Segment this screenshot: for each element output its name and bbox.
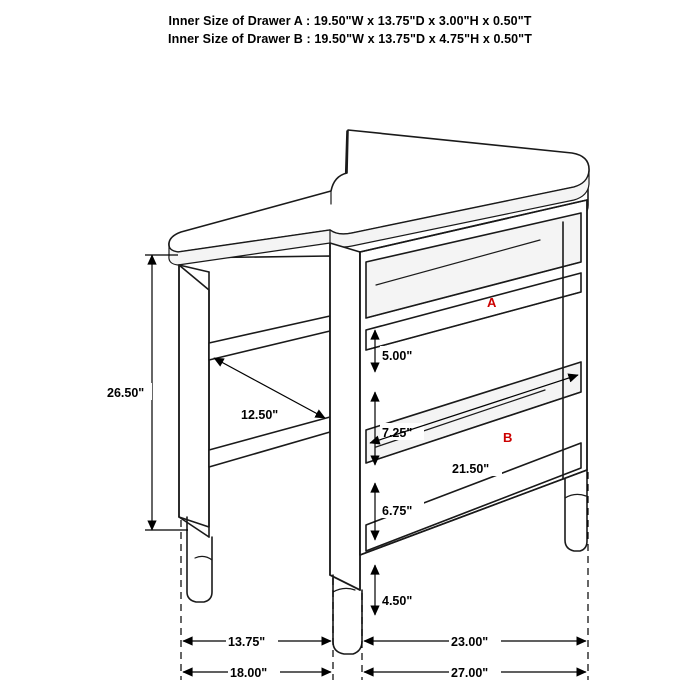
dim-middle-opening-label: 7.25" [382,426,413,440]
dim-depth-bottom-label: 18.00" [230,666,268,680]
drawer-a-note: Inner Size of Drawer A : 19.50"W x 13.75"D x 3.00"H x 0.50"T [168,14,532,28]
callout-drawer-a: A [487,295,497,310]
leg-right-rear [563,215,587,479]
drawer-b-note: Inner Size of Drawer B : 19.50"W x 13.75"D x 4.75"H x 0.50"T [168,32,532,46]
callout-drawer-b: B [503,430,513,445]
dim-width-top [364,632,586,649]
dim-overall-height-label: 26.50" [107,386,145,400]
dim-width-top-label: 23.00" [451,635,489,649]
dim-depth-top-label: 13.75" [228,635,266,649]
corner-post [330,243,360,590]
dim-leg-height-label: 4.50" [382,594,413,608]
dim-depth-top [183,632,331,649]
dim-front-width-label: 21.50" [452,462,490,476]
dim-leg-height [375,565,424,615]
dim-overall-height [104,255,188,530]
dim-width-bottom [364,663,586,680]
dim-width-bottom-label: 27.00" [451,666,489,680]
dim-side-shelf-label: 12.50" [241,408,279,422]
dim-depth-bottom [183,663,331,680]
dim-upper-opening-label: 5.00" [382,349,413,363]
dim-lower-opening-label: 6.75" [382,504,413,518]
